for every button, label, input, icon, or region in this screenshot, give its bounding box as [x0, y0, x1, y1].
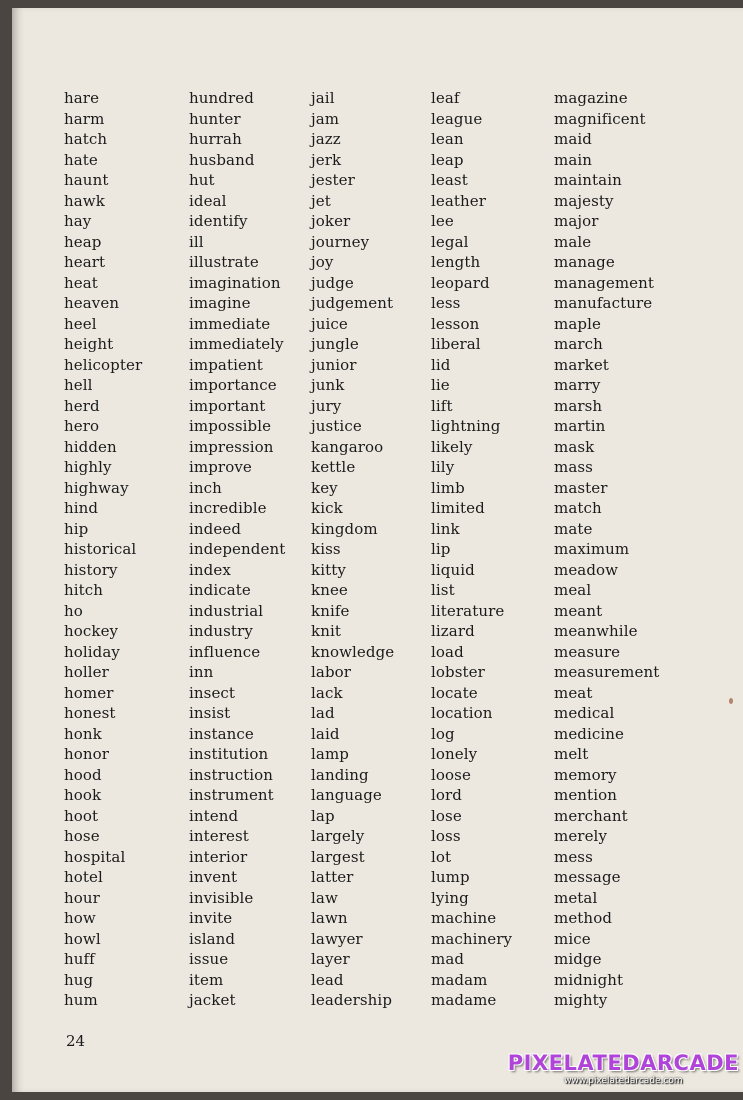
- word-entry: kangaroo: [311, 437, 384, 456]
- word-entry: heel: [64, 314, 97, 333]
- word-entry: jungle: [311, 335, 359, 353]
- word-entry: law: [311, 888, 338, 907]
- word-entry: maid: [554, 130, 592, 148]
- word-entry: honest: [64, 704, 116, 722]
- word-entry: invite: [189, 909, 233, 927]
- word-entry: largely: [311, 827, 365, 845]
- word-entry: likely: [431, 437, 473, 456]
- word-entry: kitty: [311, 560, 346, 579]
- word-entry: hug: [64, 970, 94, 989]
- word-entry: limb: [431, 478, 465, 497]
- word-entry: madame: [431, 991, 497, 1009]
- word-entry: lesson: [431, 314, 480, 333]
- word-entry: knowledge: [311, 642, 395, 661]
- word-entry: magnificent: [554, 109, 646, 128]
- word-entry: hay: [64, 212, 92, 230]
- word-entry: male: [554, 232, 592, 251]
- word-entry: kick: [311, 499, 343, 517]
- word-entry: machinery: [431, 929, 513, 948]
- word-entry: hook: [64, 786, 102, 804]
- word-entry: hawk: [64, 191, 105, 210]
- word-entry: lose: [431, 806, 462, 825]
- word-entry: lying: [431, 888, 469, 907]
- word-entry: herd: [64, 396, 100, 415]
- word-entry: judgement: [311, 294, 394, 312]
- word-entry: loose: [431, 765, 471, 784]
- word-entry: least: [431, 171, 468, 189]
- word-entry: issue: [189, 950, 229, 968]
- word-entry: invisible: [189, 888, 254, 907]
- word-entry: impatient: [189, 355, 263, 374]
- word-entry: leap: [431, 150, 464, 169]
- word-entry: liquid: [431, 560, 475, 579]
- word-entry: list: [431, 581, 455, 599]
- word-entry: midnight: [554, 970, 624, 989]
- word-entry: mad: [431, 950, 465, 968]
- word-entry: meat: [554, 683, 593, 702]
- word-entry: hate: [64, 150, 98, 169]
- word-entry: kettle: [311, 458, 356, 476]
- word-entry: holler: [64, 663, 109, 681]
- word-entry: inn: [189, 663, 214, 681]
- word-entry: how: [64, 909, 96, 927]
- watermark-url: www.pixelatedarcade.com: [564, 1076, 683, 1086]
- word-entry: junior: [311, 355, 357, 374]
- word-entry: hatch: [64, 130, 108, 148]
- word-column-5: [554, 88, 659, 1011]
- word-entry: interest: [189, 827, 249, 845]
- word-entry: merely: [554, 827, 608, 845]
- word-entry: lightning: [431, 417, 501, 435]
- word-entry: indicate: [189, 581, 251, 599]
- word-entry: incredible: [189, 499, 267, 517]
- word-entry: market: [554, 355, 609, 374]
- word-entry: maximum: [554, 540, 630, 558]
- word-entry: junk: [311, 376, 345, 394]
- word-entry: instance: [189, 724, 254, 743]
- word-entry: lap: [311, 806, 335, 825]
- word-entry: method: [554, 909, 613, 927]
- word-entry: majesty: [554, 191, 614, 210]
- word-entry: jerk: [311, 150, 342, 169]
- word-entry: language: [311, 786, 382, 804]
- word-entry: impression: [189, 437, 274, 456]
- word-entry: melt: [554, 745, 589, 763]
- word-entry: leather: [431, 191, 487, 210]
- word-entry: lack: [311, 683, 343, 702]
- word-entry: log: [431, 724, 455, 743]
- watermark: [508, 1051, 739, 1086]
- word-entry: lawyer: [311, 929, 363, 948]
- word-entry: intend: [189, 806, 239, 825]
- word-entry: liberal: [431, 335, 481, 353]
- word-entry: lamp: [311, 745, 349, 763]
- word-entry: lump: [431, 868, 470, 886]
- word-entry: joker: [311, 212, 351, 230]
- word-entry: less: [431, 294, 461, 312]
- word-entry: lie: [431, 376, 450, 394]
- word-entry: knee: [311, 581, 348, 599]
- word-entry: marsh: [554, 396, 603, 415]
- word-entry: judge: [311, 273, 354, 292]
- word-column-2: [189, 88, 285, 1011]
- word-entry: key: [311, 478, 338, 497]
- page-stain: [729, 698, 733, 704]
- word-entry: hare: [64, 89, 100, 107]
- word-entry: mess: [554, 847, 593, 866]
- word-entry: limited: [431, 499, 485, 517]
- word-entry: honor: [64, 745, 110, 763]
- word-entry: hospital: [64, 847, 126, 866]
- word-entry: hundred: [189, 89, 254, 107]
- page-number: 24: [66, 1032, 86, 1050]
- word-entry: inch: [189, 478, 222, 497]
- word-entry: jet: [311, 191, 331, 210]
- word-entry: hurrah: [189, 130, 242, 148]
- word-entry: hunter: [189, 109, 241, 128]
- word-entry: identify: [189, 212, 248, 230]
- word-entry: hell: [64, 376, 93, 394]
- word-entry: holiday: [64, 642, 121, 661]
- word-entry: juice: [311, 314, 348, 333]
- word-entry: mate: [554, 519, 593, 538]
- word-entry: heart: [64, 253, 106, 271]
- word-entry: machine: [431, 909, 497, 927]
- word-entry: loss: [431, 827, 461, 845]
- word-entry: length: [431, 253, 481, 271]
- word-entry: immediately: [189, 335, 284, 353]
- word-entry: message: [554, 868, 621, 886]
- word-entry: midge: [554, 950, 602, 968]
- word-entry: insect: [189, 683, 236, 702]
- word-entry: latter: [311, 868, 354, 886]
- word-entry: lean: [431, 130, 464, 148]
- word-entry: hour: [64, 888, 100, 907]
- word-entry: maintain: [554, 171, 622, 189]
- word-entry: measurement: [554, 663, 660, 681]
- word-entry: harm: [64, 109, 105, 128]
- word-entry: labor: [311, 663, 352, 681]
- word-entry: impossible: [189, 417, 272, 435]
- word-column-4: [431, 88, 512, 1011]
- watermark-brand: PIXELATEDARCADE: [507, 1051, 739, 1075]
- word-entry: hut: [189, 171, 215, 189]
- word-entry: lawn: [311, 909, 348, 927]
- word-entry: lily: [431, 458, 455, 476]
- word-entry: lip: [431, 540, 451, 558]
- word-entry: knife: [311, 601, 350, 620]
- word-entry: kiss: [311, 540, 341, 558]
- word-entry: highly: [64, 458, 112, 476]
- word-entry: ill: [189, 232, 204, 251]
- word-entry: jail: [311, 89, 335, 107]
- word-entry: importance: [189, 376, 277, 394]
- word-entry: load: [431, 642, 464, 661]
- word-entry: mention: [554, 786, 617, 804]
- word-entry: hero: [64, 417, 100, 435]
- word-entry: master: [554, 478, 608, 497]
- word-entry: laid: [311, 724, 340, 743]
- word-entry: marry: [554, 376, 601, 394]
- word-entry: march: [554, 335, 603, 353]
- word-entry: meant: [554, 601, 603, 620]
- word-entry: imagine: [189, 294, 251, 312]
- word-entry: instruction: [189, 765, 274, 784]
- word-entry: insist: [189, 704, 231, 722]
- word-entry: influence: [189, 642, 261, 661]
- word-entry: journey: [311, 232, 370, 251]
- word-entry: heap: [64, 232, 102, 251]
- word-entry: lobster: [431, 663, 485, 681]
- word-entry: management: [554, 273, 655, 292]
- word-entry: meadow: [554, 560, 619, 579]
- word-entry: manage: [554, 253, 615, 271]
- word-entry: ho: [64, 601, 83, 620]
- word-entry: layer: [311, 950, 350, 968]
- word-entry: homer: [64, 683, 114, 702]
- word-entry: important: [189, 396, 266, 415]
- word-entry: ideal: [189, 191, 227, 210]
- word-entry: hose: [64, 827, 100, 845]
- word-entry: metal: [554, 888, 598, 907]
- word-entry: history: [64, 560, 118, 579]
- word-entry: meal: [554, 581, 592, 599]
- word-entry: interior: [189, 847, 248, 866]
- word-entry: hip: [64, 519, 89, 538]
- word-entry: main: [554, 150, 593, 169]
- word-entry: jacket: [189, 991, 236, 1009]
- word-entry: joy: [311, 253, 334, 271]
- word-column-1: [64, 88, 142, 1011]
- word-entry: helicopter: [64, 355, 143, 374]
- word-entry: huff: [64, 950, 95, 968]
- word-entry: item: [189, 970, 224, 989]
- word-entry: hood: [64, 765, 102, 784]
- word-entry: jury: [311, 396, 342, 415]
- book-page: [12, 8, 743, 1092]
- word-entry: island: [189, 929, 236, 948]
- word-entry: hidden: [64, 437, 117, 456]
- word-entry: lad: [311, 704, 335, 722]
- word-entry: honk: [64, 724, 102, 743]
- word-entry: imagination: [189, 273, 281, 292]
- word-entry: mask: [554, 437, 595, 456]
- word-entry: instrument: [189, 786, 274, 804]
- word-entry: highway: [64, 478, 129, 497]
- word-entry: immediate: [189, 314, 271, 333]
- word-entry: measure: [554, 642, 621, 661]
- word-entry: leaf: [431, 89, 460, 107]
- word-entry: location: [431, 704, 493, 722]
- word-entry: industry: [189, 622, 253, 640]
- word-entry: medicine: [554, 724, 625, 743]
- word-entry: industrial: [189, 601, 264, 620]
- word-entry: memory: [554, 765, 617, 784]
- word-entry: merchant: [554, 806, 628, 825]
- word-entry: lizard: [431, 622, 475, 640]
- word-entry: madam: [431, 970, 488, 989]
- word-entry: locate: [431, 683, 478, 702]
- word-entry: height: [64, 335, 114, 353]
- word-entry: lid: [431, 355, 451, 374]
- word-entry: magazine: [554, 89, 628, 107]
- word-entry: lee: [431, 212, 454, 230]
- word-entry: independent: [189, 540, 286, 558]
- word-entry: invent: [189, 868, 238, 886]
- word-entry: heat: [64, 273, 98, 292]
- word-entry: lord: [431, 786, 463, 804]
- word-entry: leopard: [431, 273, 490, 292]
- word-entry: kingdom: [311, 519, 378, 538]
- word-entry: medical: [554, 704, 615, 722]
- word-entry: howl: [64, 929, 101, 948]
- word-entry: literature: [431, 601, 505, 620]
- word-entry: indeed: [189, 519, 242, 538]
- word-entry: lot: [431, 847, 452, 866]
- word-entry: heaven: [64, 294, 120, 312]
- word-entry: league: [431, 109, 483, 128]
- word-column-3: [311, 88, 394, 1011]
- word-entry: illustrate: [189, 253, 259, 271]
- word-entry: maple: [554, 314, 601, 333]
- word-entry: match: [554, 499, 602, 517]
- word-entry: hotel: [64, 868, 103, 886]
- word-entry: husband: [189, 150, 255, 169]
- word-entry: hind: [64, 499, 99, 517]
- word-entry: mice: [554, 929, 591, 948]
- word-entry: haunt: [64, 171, 109, 189]
- word-entry: mighty: [554, 991, 608, 1009]
- word-entry: hitch: [64, 581, 104, 599]
- word-entry: meanwhile: [554, 622, 638, 640]
- word-entry: lift: [431, 396, 453, 415]
- word-entry: institution: [189, 745, 269, 763]
- word-entry: improve: [189, 458, 252, 476]
- word-entry: jester: [311, 171, 355, 189]
- word-entry: lead: [311, 970, 344, 989]
- word-entry: manufacture: [554, 294, 653, 312]
- word-entry: hockey: [64, 622, 119, 640]
- word-entry: jazz: [311, 130, 341, 148]
- word-entry: link: [431, 519, 460, 538]
- word-entry: jam: [311, 109, 340, 128]
- word-entry: hum: [64, 991, 98, 1009]
- word-entry: landing: [311, 765, 369, 784]
- word-entry: mass: [554, 458, 593, 476]
- word-entry: martin: [554, 417, 606, 435]
- word-entry: knit: [311, 622, 341, 640]
- word-entry: hoot: [64, 806, 99, 825]
- word-entry: major: [554, 212, 599, 230]
- word-entry: legal: [431, 232, 469, 251]
- word-entry: justice: [311, 417, 362, 435]
- word-entry: index: [189, 560, 231, 579]
- word-entry: largest: [311, 847, 365, 866]
- word-entry: leadership: [311, 991, 393, 1009]
- word-entry: historical: [64, 540, 137, 558]
- word-entry: lonely: [431, 745, 478, 763]
